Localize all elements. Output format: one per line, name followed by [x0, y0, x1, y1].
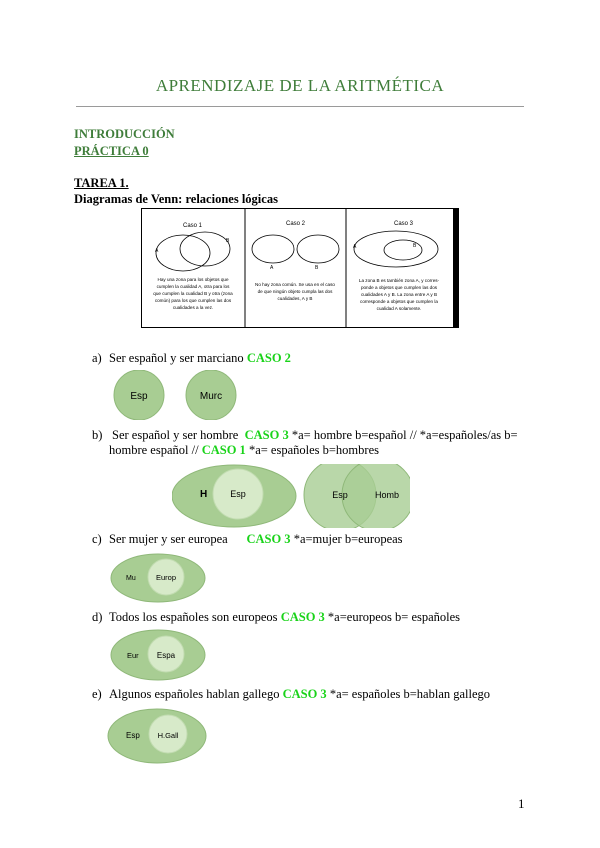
- item-d-line: [109, 609, 460, 625]
- item-a-marker: a): [92, 351, 102, 365]
- item-b-right-label: Homb: [374, 490, 400, 500]
- item-e-text: Algunos españoles hablan gallego: [109, 687, 280, 701]
- caso1-desc-3: que cumplen la cualidad B y otra (zona: [153, 291, 233, 296]
- item-b-rest-1: *a= hombre b=español // *a=españoles/as b=: [288, 428, 518, 442]
- caso2-desc-3: cualidades, A y B: [277, 296, 313, 301]
- item-a-caso: CASO 2: [246, 351, 291, 365]
- caso2-a: A: [270, 265, 274, 271]
- page-title: APRENDIZAJE DE LA ARITMÉTICA: [155, 76, 445, 95]
- item-c-inner-label: Europ: [155, 573, 177, 582]
- caso3-desc-1: La zona B es también zona A, y corres-: [358, 278, 440, 283]
- item-b-outer-label: H: [200, 489, 208, 500]
- caso3-label: Caso 3: [394, 221, 414, 227]
- caso1-desc-4: común) para los que cumplen las dos: [154, 298, 232, 303]
- item-d-marker: d): [92, 610, 103, 624]
- item-d-outer-label: Eur: [127, 651, 139, 660]
- item-d-diagram: [110, 629, 206, 681]
- item-b-line2: hombre español //: [109, 443, 199, 457]
- intro-heading: INTRODUCCIÓN: [74, 127, 175, 141]
- item-b-text: Ser español y ser hombre: [112, 428, 239, 442]
- item-a-label-1: Esp: [130, 391, 148, 402]
- caso1-desc-2: cumplen la cualidad A, otra para los: [156, 284, 230, 289]
- item-b-caso: CASO 3: [244, 428, 289, 442]
- item-a-label-2: Murc: [199, 391, 223, 402]
- caso2-desc-1: No hay zona común. Se usa en el caso: [255, 282, 335, 287]
- item-a-text: Ser español y ser marciano: [109, 351, 244, 365]
- item-d-inner-label: Espa: [156, 651, 176, 660]
- item-e-outer-label: Esp: [126, 731, 140, 740]
- caso3-desc-3: cualidades A y B. La zona entre A y B: [360, 292, 438, 297]
- item-a-diagram: [108, 370, 242, 420]
- item-e-caso: CASO 3: [282, 687, 327, 701]
- item-b-line-2: [109, 442, 379, 458]
- caso1-label: Caso 1: [183, 223, 203, 229]
- item-d-rest: *a=europeos b= españoles: [324, 610, 461, 624]
- caso2-label: Caso 2: [286, 221, 306, 227]
- item-b-line-1: [112, 427, 518, 443]
- item-e-inner-label: H.Gall: [157, 731, 179, 740]
- item-d-text: Todos los españoles son europeos: [109, 610, 278, 624]
- item-c-outer-label: Mu: [126, 575, 136, 582]
- item-b-diagrams: [172, 464, 410, 528]
- caso1-a: A: [155, 248, 159, 254]
- caso3-desc-5: cualidad A solamente.: [376, 306, 422, 311]
- item-e-rest: *a= españoles b=hablan gallego: [326, 687, 491, 701]
- item-e-line: [109, 686, 490, 702]
- page-number: 1: [518, 796, 525, 811]
- item-b-marker: b): [92, 428, 103, 442]
- section-subtitle: Diagramas de Venn: relaciones lógicas: [74, 192, 278, 206]
- item-c-text: Ser mujer y ser europea: [109, 532, 228, 546]
- caso3-b: B: [413, 243, 417, 249]
- item-a-line: [109, 350, 291, 366]
- item-b-rest-2: *a= españoles b=hombres: [245, 443, 379, 457]
- caso3-a: A: [353, 244, 357, 250]
- item-c-marker: c): [92, 532, 102, 546]
- caso1-desc-5: cualidades a la vez.: [172, 305, 214, 310]
- practica-heading: PRÁCTICA 0: [74, 144, 149, 158]
- caso3-desc-2: ponde a objetos que cumplen las dos: [360, 285, 438, 290]
- caso3-desc-4: corresponde a objetos que cumplen la: [360, 299, 438, 304]
- caso1-desc-1: Hay una zona para los objetos que: [157, 277, 229, 282]
- caso2-desc-2: de que ningún objeto cumpla las dos: [257, 289, 333, 294]
- item-c-line: [109, 531, 403, 547]
- venn-cases-figure: [141, 208, 459, 328]
- item-c-diagram: [110, 553, 206, 603]
- item-b-left-label: Esp: [332, 490, 348, 500]
- item-c-caso: CASO 3: [246, 532, 291, 546]
- item-b-inner-label: Esp: [230, 489, 246, 499]
- item-d-caso: CASO 3: [280, 610, 325, 624]
- item-b-caso-2: CASO 1: [201, 443, 246, 457]
- item-e-diagram: [107, 708, 207, 764]
- caso1-b: B: [226, 238, 230, 244]
- item-e-marker: e): [92, 687, 102, 701]
- caso2-b: B: [315, 265, 319, 271]
- title-divider: [76, 106, 524, 107]
- tarea-heading: TAREA 1.: [74, 176, 129, 190]
- item-c-rest: *a=mujer b=europeas: [290, 532, 403, 546]
